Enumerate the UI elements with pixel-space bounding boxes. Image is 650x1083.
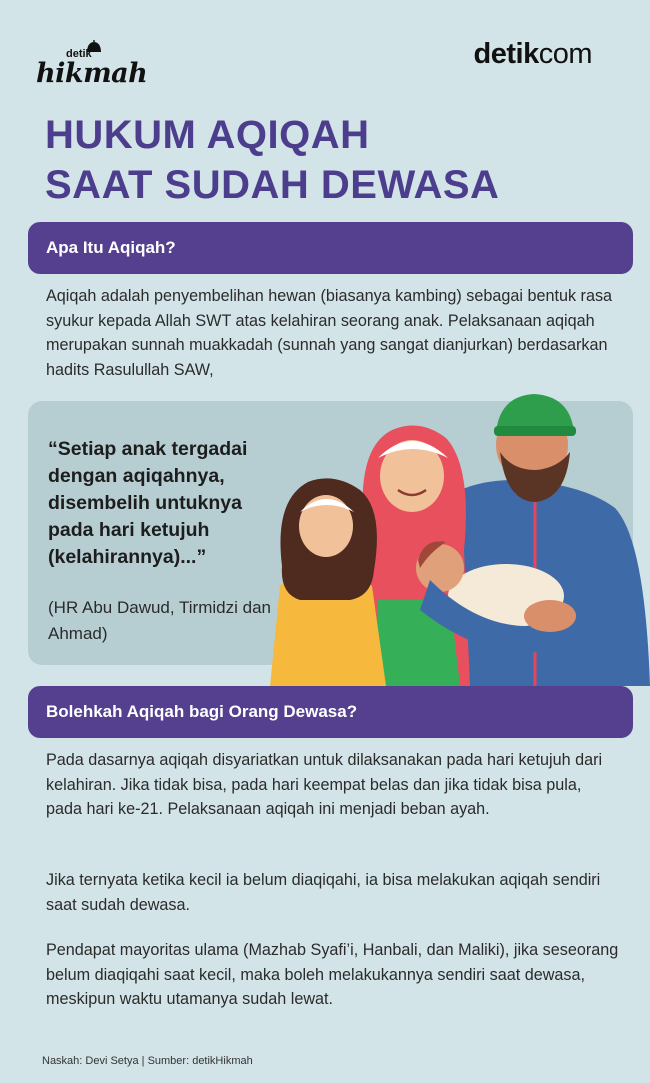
page-title xyxy=(45,110,605,210)
hadith-quote: “Setiap anak tergadai dengan aqiqahnya, disembelih untuknya pada hari ketujuh (kelahirannya)...” xyxy=(48,438,248,568)
logo-big-text: hikmah xyxy=(36,58,148,89)
logo-right-suffix: com xyxy=(538,38,592,70)
section-1-body: Aqiqah adalah penyembelihan hewan (biasanya kambing) sebagai bentuk rasa syukur kepada Allah SWT atas kelahiran seorang anak. Pelaksanaan aqiqah merupakan sunnah muakkadah (sunnah yang sangat dianjurkan) berdasarkan hadits Rasulullah SAW, xyxy=(46,287,613,379)
title-line-2: SAAT SUDAH DEWASA xyxy=(45,163,500,207)
hadith-source: (HR Abu Dawud, Tirmidzi dan Ahmad) xyxy=(48,598,271,643)
detikhikmah-logo[interactable] xyxy=(36,40,146,90)
section-2-paragraph-1: Pada dasarnya aqiqah disyariatkan untuk dilaksanakan pada hari ketujuh dari kelahiran. Jika tidak bisa, pada hari keempat belas dan jika tidak bisa pula, pada hari ke-21. Pelaksanaan aqiqah ini menjadi beban ayah. xyxy=(46,751,603,818)
detikcom-logo[interactable] xyxy=(474,38,592,71)
logo-right-main: detik xyxy=(473,38,539,70)
title-line-1: HUKUM AQIQAH xyxy=(45,113,370,157)
logo-small-text: detik xyxy=(66,48,92,60)
family-illustration xyxy=(260,390,650,686)
section-heading-what-is-aqiqah: Apa Itu Aqiqah? xyxy=(28,222,633,274)
section-heading-adult-aqiqah: Bolehkah Aqiqah bagi Orang Dewasa? xyxy=(28,686,633,738)
section-2-paragraph-3: Pendapat mayoritas ulama (Mazhab Syafi’i, Hanbali, dan Maliki), jika seseorang belum diaqiqahi saat kecil, maka boleh melakukannya sendiri saat dewasa, meskipun waktu utamanya sudah lewat. xyxy=(46,941,619,1008)
section-2-paragraph-2: Jika ternyata ketika kecil ia belum diaqiqahi, ia bisa melakukan aqiqah sendiri saat sudah dewasa. xyxy=(46,871,601,914)
credits-footer: Naskah: Devi Setya | Sumber: detikHikmah xyxy=(42,1055,253,1067)
